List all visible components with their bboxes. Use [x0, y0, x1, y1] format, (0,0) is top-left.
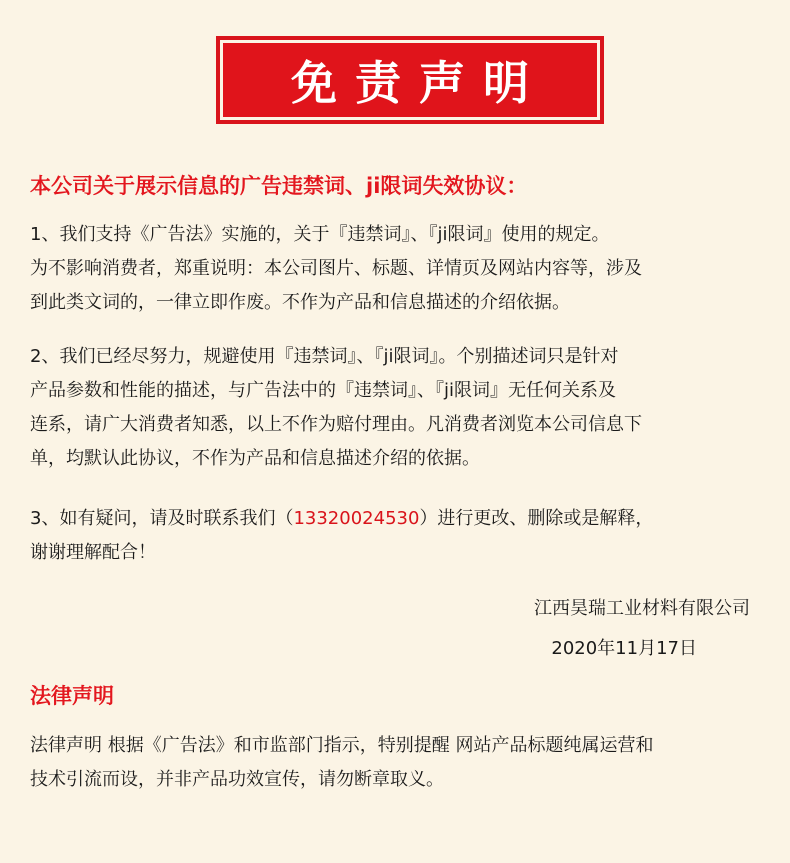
- item-2-paragraph: [30, 340, 770, 476]
- legal-line: 技术引流而设，并非产品功效宣传，请勿断章取义。: [30, 769, 444, 790]
- item-2-line: 产品参数和性能的描述，与广告法中的『违禁词』、『ji限词』无任何关系及: [30, 380, 616, 401]
- item-2-line: 2、我们已经尽努力，规避使用『违禁词』、『ji限词』。个别描述词只是针对: [30, 346, 619, 367]
- company-name: 江西昊瑞工业材料有限公司: [534, 598, 750, 619]
- item-1-line: 1、我们支持《广告法》实施的，关于『违禁词』、『ji限词』使用的规定。: [30, 224, 610, 245]
- item-3-paragraph: [30, 502, 770, 570]
- item-3-text-after: ）进行更改、删除或是解释，: [419, 508, 654, 529]
- item-2-line: 连系，请广大消费者知悉，以上不作为赔付理由。凡消费者浏览本公司信息下: [30, 414, 642, 435]
- item-2-line: 单，均默认此协议，不作为产品和信息描述介绍的依据。: [30, 448, 480, 469]
- item-1-line: 到此类文词的，一律立即作废。不作为产品和信息描述的介绍依据。: [30, 292, 570, 313]
- item-3-line: 谢谢理解配合！: [30, 542, 156, 563]
- legal-paragraph: [30, 729, 770, 797]
- banner-title: 免责声明: [223, 43, 597, 117]
- item-3-line: [30, 502, 770, 536]
- section-heading-legal: 法律声明: [30, 684, 114, 708]
- section-heading-ad-words: 本公司关于展示信息的广告违禁词、ji限词失效协议：: [30, 174, 528, 198]
- disclaimer-banner: [216, 36, 604, 124]
- item-1-line: 为不影响消费者，郑重说明：本公司图片、标题、详情页及网站内容等，涉及: [30, 258, 642, 279]
- contact-phone: 13320024530: [293, 508, 420, 529]
- item-3-text-before: 3、如有疑问，请及时联系我们（: [30, 508, 294, 529]
- item-1-paragraph: [30, 218, 770, 320]
- legal-line: 法律声明 根据《广告法》和市监部门指示，特别提醒 网站产品标题纯属运营和: [30, 735, 654, 756]
- statement-date: 2020年11月17日: [551, 638, 697, 659]
